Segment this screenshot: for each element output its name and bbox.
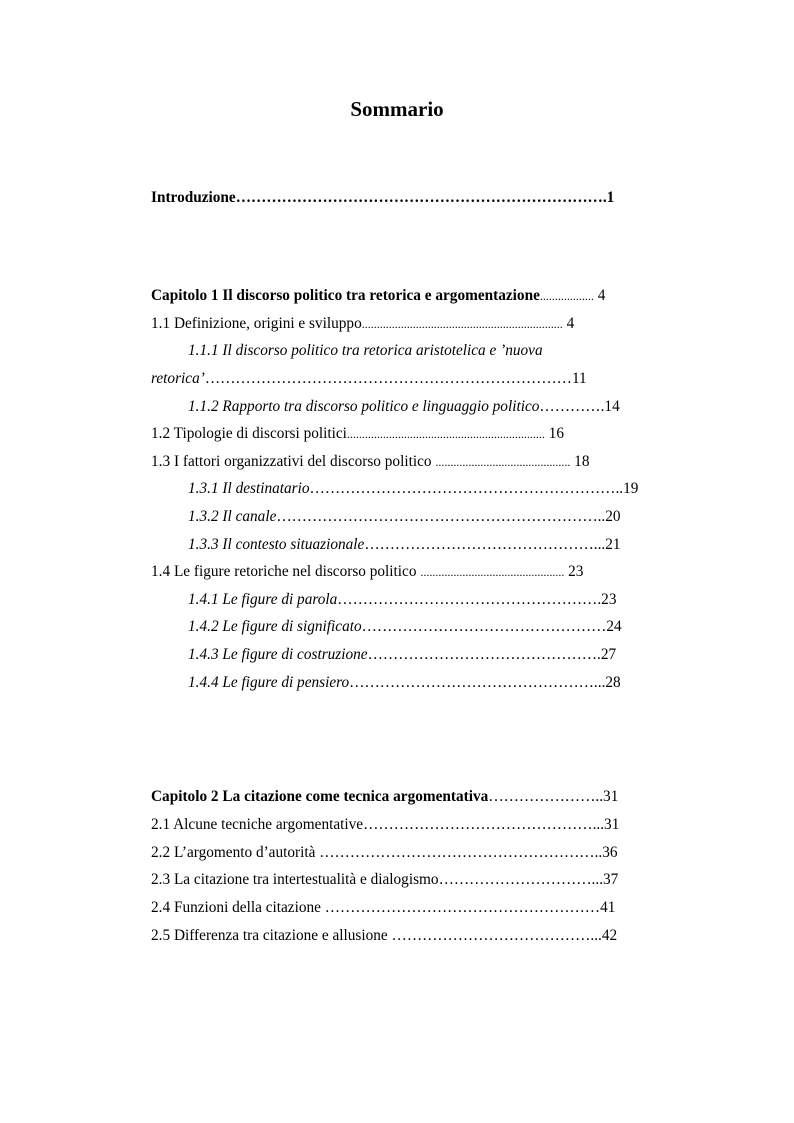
toc-entry-dots: ……………………………………………… — [324, 899, 601, 916]
toc-entry-label: 1.3.1 Il destinatario — [188, 480, 310, 497]
toc-entry-2-4 — [151, 898, 615, 918]
toc-entry-dots: ……………………………………………………………… — [204, 370, 572, 387]
toc-entry-1-1-1-line1 — [188, 341, 543, 361]
toc-entry-1-1-1-line2 — [151, 369, 587, 389]
toc-entry-page: 24 — [606, 618, 622, 635]
toc-entry-dots: ………………………………………… — [361, 618, 607, 635]
toc-entry-label: Capitolo 1 Il discorso politico tra retorica e argomentazione — [151, 287, 540, 304]
toc-entry-label: 1.4 Le figure retoriche nel discorso politico — [151, 563, 417, 580]
toc-entry-page: 37 — [603, 871, 619, 888]
toc-entry-label: retorica’ — [151, 370, 205, 387]
toc-entry-1-4 — [151, 562, 583, 582]
toc-entry-label: 1.1 Definizione, origini e sviluppo — [151, 315, 362, 332]
toc-entry-chapter-2 — [151, 787, 618, 807]
toc-entry-2-2 — [151, 843, 618, 863]
toc-entry-page: 28 — [605, 674, 621, 691]
toc-entry-label: 2.2 L’argomento d’autorità — [151, 844, 320, 861]
toc-entry-page: 1 — [606, 189, 615, 206]
toc-entry-label: Capitolo 2 La citazione come tecnica argomentativa — [151, 788, 489, 805]
toc-entry-1-3-3 — [188, 535, 621, 555]
toc-entry-dots: ………………………………………………………………. — [235, 189, 607, 206]
toc-entry-label: 2.3 La citazione tra intertestualità e dialogismo — [151, 871, 439, 888]
toc-entry-1-4-3 — [188, 645, 616, 665]
toc-entry-label: 1.4.2 Le figure di significato — [188, 618, 362, 635]
toc-entry-dots: .................................................................. — [346, 427, 545, 441]
toc-entry-dots: …………………………... — [438, 871, 604, 888]
toc-entry-introduzione — [151, 188, 614, 208]
toc-entry-page: 23 — [568, 563, 584, 580]
toc-entry-label: 1.4.1 Le figure di parola — [188, 591, 338, 608]
toc-entry-page: 42 — [601, 927, 618, 944]
toc-entry-label: 2.4 Funzioni della citazione — [151, 899, 325, 916]
toc-entry-label: 1.3.3 Il contesto situazionale — [188, 536, 365, 553]
toc-entry-dots: ……………………………………………….. — [319, 844, 603, 861]
toc-entry-dots: …………. — [539, 398, 605, 415]
toc-entry-label: 1.4.4 Le figure di pensiero — [188, 674, 350, 691]
toc-entry-2-5 — [151, 926, 617, 946]
toc-entry-page: 16 — [548, 425, 565, 442]
toc-entry-2-3 — [151, 870, 618, 890]
toc-entry-2-1 — [151, 815, 619, 835]
toc-entry-page: 4 — [597, 287, 606, 304]
toc-entry-dots: …………………………………... — [391, 927, 602, 944]
toc-entry-dots: ………………….. — [488, 788, 604, 805]
toc-entry-1-3-2 — [188, 507, 621, 527]
toc-entry-dots: ................................................................... — [361, 317, 563, 331]
toc-entry-1-1-2 — [188, 397, 620, 417]
toc-entry-page: 4 — [566, 315, 575, 332]
toc-entry-chapter-1 — [151, 286, 605, 306]
toc-entry-dots: ................................................ — [420, 565, 565, 579]
toc-entry-label: 1.2 Tipologie di discorsi politici — [151, 425, 347, 442]
toc-entry-dots: ............................................. — [435, 455, 571, 469]
toc-entry-dots: …………………………………………... — [349, 674, 606, 691]
toc-entry-1-3 — [151, 452, 589, 472]
toc-entry-1-4-4 — [188, 673, 621, 693]
toc-entry-page: 14 — [604, 398, 620, 415]
toc-entry-page: 19 — [623, 480, 639, 497]
toc-entry-page: 18 — [574, 453, 590, 470]
toc-entry-dots: ………………………………………. — [367, 646, 601, 663]
toc-entry-page: 31 — [604, 816, 620, 833]
toc-entry-dots: ……………………………………………………….. — [276, 508, 606, 525]
toc-entry-label: 1.3 I fattori organizzativi del discorso politico — [151, 453, 432, 470]
toc-entry-page: 27 — [600, 646, 617, 663]
toc-entry-dots: ………………………………………... — [364, 536, 606, 553]
toc-entry-1-4-2 — [188, 617, 622, 637]
toc-entry-dots: ……………………………………………. — [337, 591, 602, 608]
toc-entry-label: 1.3.2 Il canale — [188, 508, 277, 525]
toc-entry-dots: …………………………………………………….. — [309, 480, 624, 497]
toc-entry-label: 1.1.1 Il discorso politico tra retorica aristotelica e ’nuova — [188, 342, 543, 359]
toc-entry-label: Introduzione — [151, 189, 236, 206]
toc-entry-page: 21 — [605, 536, 621, 553]
toc-entry-1-2 — [151, 424, 564, 444]
toc-entry-dots: .................. — [539, 289, 594, 303]
toc-entry-1-4-1 — [188, 590, 616, 610]
toc-entry-page: 41 — [600, 899, 616, 916]
page-title: Sommario — [350, 97, 444, 121]
toc-entry-label: 2.5 Differenza tra citazione e allusione — [151, 927, 392, 944]
toc-entry-label: 1.1.2 Rapporto tra discorso politico e linguaggio politico — [188, 398, 540, 415]
toc-entry-1-1 — [151, 314, 574, 334]
toc-entry-page: 36 — [602, 844, 618, 861]
toc-entry-label: 2.1 Alcune tecniche argomentative — [151, 816, 364, 833]
toc-entry-label: 1.4.3 Le figure di costruzione — [188, 646, 368, 663]
toc-entry-1-3-1 — [188, 479, 638, 499]
toc-entry-page: 31 — [603, 788, 619, 805]
toc-entry-dots: ………………………………………... — [363, 816, 605, 833]
toc-entry-page: 11 — [571, 370, 587, 387]
toc-entry-page: 23 — [601, 591, 617, 608]
toc-entry-page: 20 — [605, 508, 621, 525]
